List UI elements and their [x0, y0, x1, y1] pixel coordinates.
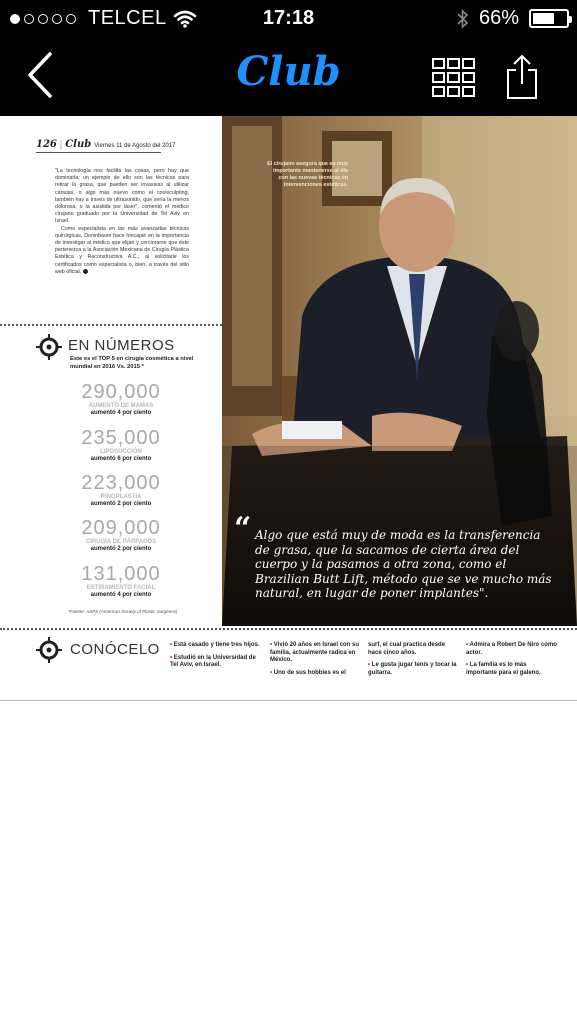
stat-item: [36, 472, 206, 508]
article-left-column: [0, 116, 222, 626]
article-paragraph: Como especialista en las más avanzadas técnicas quirúrgicas, Doninbaum hace hincapié en la importancia de investigar al médico que elijan y cerciorarse que éste pertenezca a la Asociación Mexicana de Cirugía Plástica Estética y Reconstructiva A.C., al solicitarle los certificados como especialista o, bien, a través del sitio web oficial.: [55, 225, 189, 275]
stat-label: RINOPLASTIA: [100, 494, 142, 500]
share-button[interactable]: [504, 54, 540, 100]
stat-change: aumentó 4 por ciento: [90, 410, 152, 416]
facts-column: [270, 642, 362, 682]
stat-number: 290,000: [81, 381, 161, 403]
stat-item: [36, 517, 206, 553]
system-indicators: [457, 7, 569, 30]
clock: 17:18: [262, 7, 315, 29]
fact-item: • Uno de sus hobbies es el: [270, 669, 346, 676]
article-body: [55, 168, 189, 276]
fact-item: • Vivió 20 años en Israel con su familia, actualmente radica en México.: [270, 642, 360, 663]
stat-change: aumentó 4 por ciento: [90, 592, 152, 598]
folio-date: Viernes 11 de Agosto del 2017: [94, 143, 176, 149]
section-divider: [0, 628, 577, 630]
stat-change: aumentó 6 por ciento: [90, 456, 152, 462]
fact-item: • Estudió en la Universidad de Tel Aviv, en Israel.: [170, 654, 256, 668]
crosshair-target-icon: [36, 334, 62, 360]
navigation-bar: [0, 38, 577, 116]
stat-item: [36, 427, 206, 463]
bluetooth-icon: [457, 9, 469, 29]
stat-label: AUMENTO DE MAMAS: [88, 403, 154, 409]
facts-column: [170, 642, 260, 675]
folio-divider: [36, 152, 161, 153]
pull-quote: Algo que está muy de moda es la transferencia de grasa, que la sacamos de cierta área del cuerpo y la pasamos a otra zona, como el Brazilian Butt Lift, método que se ve mucho más natural, en lugar de poner implantes".: [255, 528, 552, 600]
grid-icon: [432, 58, 476, 98]
magazine-page[interactable]: [0, 116, 577, 702]
crosshair-target-icon: [36, 637, 62, 663]
battery-level: [533, 13, 554, 24]
carrier-name: TELCEL: [88, 7, 167, 29]
stats-source-note: *Fuente: ASPS (American Society of Plastic Surgeons): [68, 609, 178, 614]
section-divider: [0, 324, 222, 326]
end-mark-icon: [83, 269, 88, 274]
fact-item: surf, el cual practica desde hace cinco años.: [368, 642, 446, 656]
facts-column: [466, 642, 558, 682]
share-icon: [504, 54, 540, 100]
page-grid-button[interactable]: [432, 58, 476, 98]
stat-item: [36, 563, 206, 599]
conocelo-section: [0, 626, 577, 702]
stat-change: aumentó 2 por ciento: [90, 501, 152, 507]
stat-label: LIPOSUCCIÓN: [100, 449, 142, 455]
stat-change: aumentó 2 por ciento: [90, 546, 152, 552]
page-folio: 126 | Club Viernes 11 de Agosto del 2017: [36, 139, 176, 150]
photo-caption: El cirujano asegura que es muy importante mantenerse al día con las nuevas técnicas en intervenciones estéticas.: [267, 161, 348, 188]
quote-mark-icon: “: [234, 511, 252, 546]
battery-percent: 66%: [478, 7, 519, 29]
facts-column: [368, 642, 458, 682]
folio-section: Club: [65, 139, 92, 150]
article-paragraph: "La tecnología nos facilita las cosas, pero hay que dominarla; un ejemplo de ello son las técnicas para retirar la grasa, que pueden ser invasivas al utilizar cánulas, o algo más nuevo como el coolsculpting, también hay a través de ultrasonido, que sería la menos dolorosa, o la asistida por láser", comentó el médico cirujano graduado por la Universidad de Tel Aviv en Israel.: [55, 168, 189, 225]
battery-icon: [529, 9, 569, 28]
stat-number: 223,000: [81, 472, 161, 494]
fact-item: • Admira a Robert De Niro como actor.: [466, 642, 557, 656]
en-numeros-subtitle: Este es el TOP 5 en cirugía cosmética a nivel mundial en 2016 Vs. 2015 *: [70, 356, 194, 370]
conocelo-title: CONÓCELO: [70, 641, 160, 658]
status-bar: [0, 0, 577, 38]
stat-number: 209,000: [81, 517, 161, 539]
fact-item: • Le gusta jugar tenis y tocar la guitarra.: [368, 662, 457, 676]
magazine-title: Club: [236, 48, 341, 95]
fact-item: • Está casado y tiene tres hijos.: [170, 642, 260, 648]
page-edge: [0, 700, 577, 701]
stat-item: [36, 381, 206, 417]
en-numeros-title: EN NÚMEROS: [68, 337, 175, 354]
page-number: 126: [36, 139, 57, 150]
stat-number: 131,000: [81, 563, 161, 585]
stat-label: ESTIRAMIENTO FACIAL: [86, 585, 156, 591]
fact-item: • La familia es lo más importante para el galeno.: [466, 662, 541, 676]
stat-label: CIRUGÍA DE PÁRPADOS: [85, 539, 157, 545]
stat-number: 235,000: [81, 427, 161, 449]
